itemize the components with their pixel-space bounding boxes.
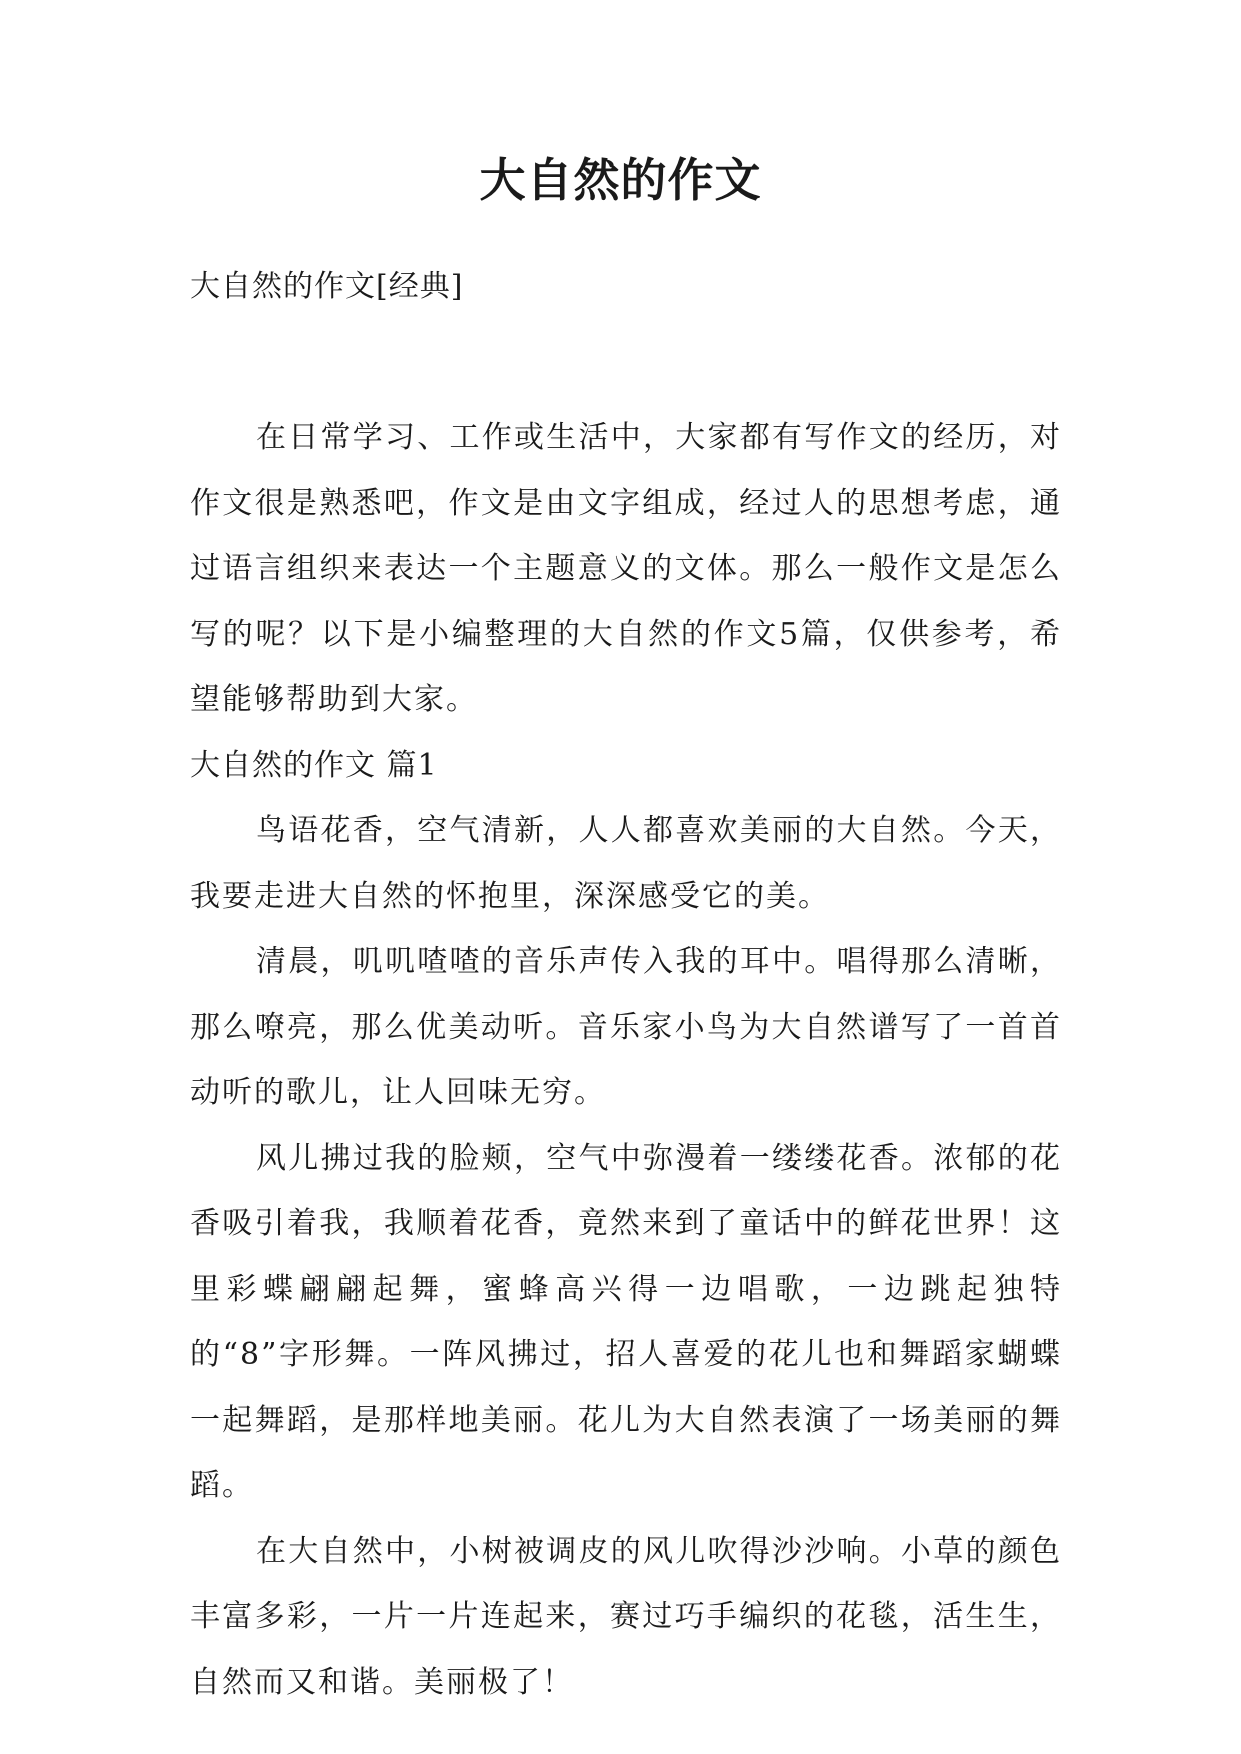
body-paragraph: 风儿拂过我的脸颊，空气中弥漫着一缕缕花香。浓郁的花香吸引着我，我顺着花香，竟然来到了童话中的鲜花世界！这里彩蝶翩翩起舞，蜜蜂高兴得一边唱歌，一边跳起独特的“8”字形舞。一阵风拂过，招人喜爱的花儿也和舞蹈家蝴蝶一起舞蹈，是那样地美丽。花儿为大自然表演了一场美丽的舞蹈。 <box>190 1140 1062 1503</box>
section-heading: 大自然的作文 篇1 <box>190 747 438 783</box>
body-paragraph: 鸟语花香，空气清新，人人都喜欢美丽的大自然。今天，我要走进大自然的怀抱里，深深感受它的美。 <box>190 813 1062 914</box>
document-title: 大自然的作文 <box>479 153 762 207</box>
intro-paragraph: 在日常学习、工作或生活中，大家都有写作文的经历，对作文很是熟悉吧，作文是由文字组成，经过人的思想考虑，通过语言组织来表达一个主题意义的文体。那么一般作文是怎么写的呢？以下是小编整理的大自然的作文5篇，仅供参考，希望能够帮助到大家。 <box>190 420 1062 717</box>
body-paragraph: 在大自然中，小树被调皮的风儿吹得沙沙响。小草的颜色丰富多彩，一片一片连起来，赛过巧手编织的花毯，活生生，自然而又和谐。美丽极了！ <box>190 1533 1062 1700</box>
body-paragraph: 清晨，叽叽喳喳的音乐声传入我的耳中。唱得那么清晰，那么嘹亮，那么优美动听。音乐家小鸟为大自然谱写了一首首动听的歌儿，让人回味无穷。 <box>190 944 1062 1110</box>
document-body <box>190 405 1062 1715</box>
document-subtitle: 大自然的作文[经典] <box>190 269 464 304</box>
